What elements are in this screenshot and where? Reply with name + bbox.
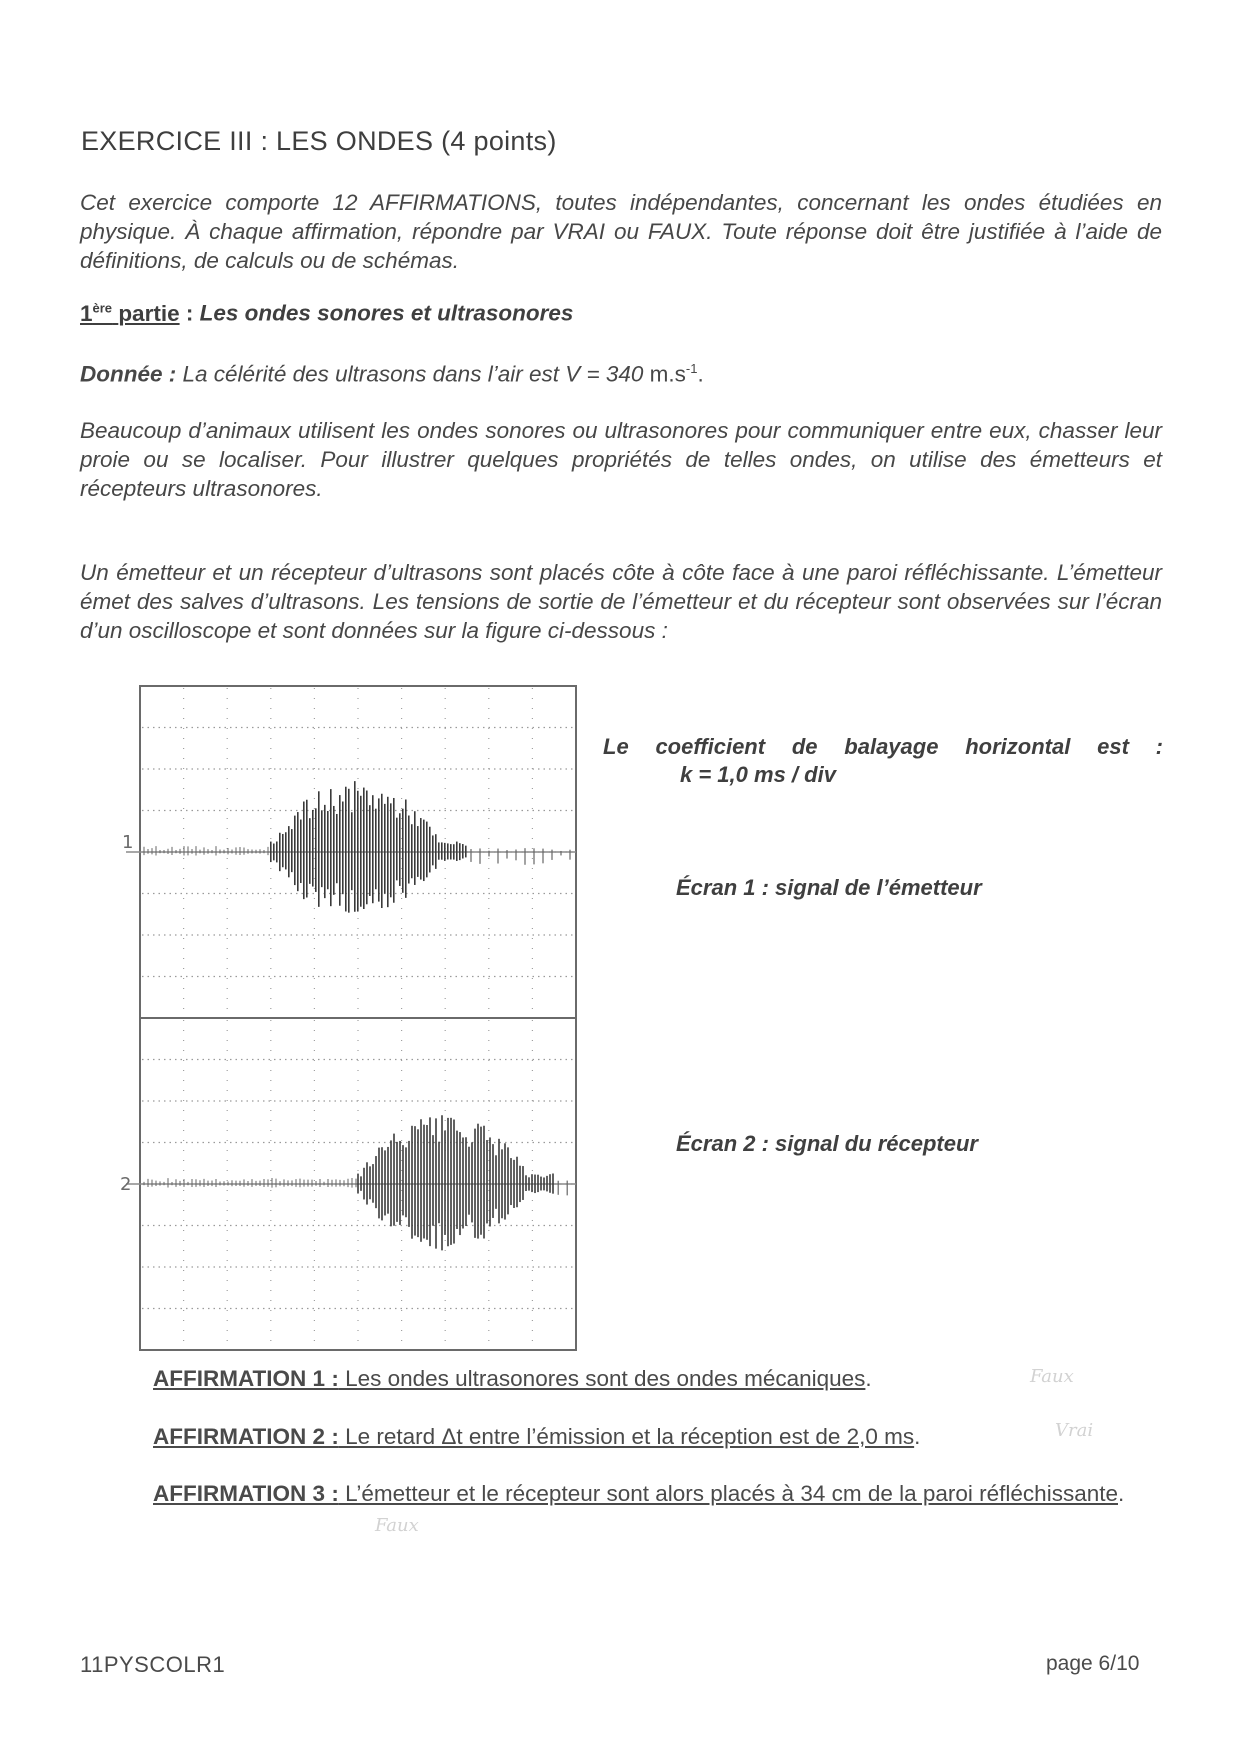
channel-2-label: 2 (120, 1174, 132, 1195)
donnee-exponent: -1 (685, 361, 698, 376)
footer-code: 11PYSCOLR1 (80, 1652, 226, 1677)
annotation-2: Vrai (1055, 1420, 1094, 1441)
affirmation-1-text: Les ondes ultrasonores sont des ondes mécaniques (338, 1366, 866, 1391)
annotation-1: Faux (1030, 1366, 1074, 1387)
screen-2 (120, 1018, 576, 1350)
affirmation-3 (153, 1480, 1161, 1508)
screen-2-caption: Écran 2 : signal du récepteur (676, 1131, 978, 1156)
exercise-title: EXERCICE III : LES ONDES (4 points) (81, 126, 557, 156)
sweep-coefficient-label: Le coefficient de balayage horizontal est : (603, 734, 1163, 759)
annotation-3: Faux (375, 1515, 419, 1536)
part-number-suffix: ère (92, 300, 113, 315)
donnee-label: Donnée : (80, 361, 177, 387)
donnee-unit: m.s (649, 361, 686, 387)
exercise-intro: Cet exercice comporte 12 AFFIRMATIONS, toutes indépendantes, concernant les ondes étudiées en physique. À chaque affirmation, répondre par VRAI ou FAUX. Toute réponse doit être justifiée à l’aide de définitions, de calculs ou de schémas. (80, 190, 1162, 273)
footer-page: page 6/10 (1046, 1652, 1140, 1675)
affirmation-1-end: . (865, 1366, 872, 1391)
screen-1 (122, 686, 576, 1018)
paragraph-setup: Un émetteur et un récepteur d’ultrasons sont placés côte à côte face à une paroi réfléchissante. L’émetteur émet des salves d’ultrasons. Les tensions de sortie de l’émetteur et du récepteur sont observées sur l’écran d’un oscilloscope et sont données sur la figure ci-dessous : (80, 560, 1162, 643)
affirmation-2 (153, 1424, 920, 1450)
sweep-coefficient-value: k = 1,0 ms / div (680, 762, 836, 787)
oscilloscope-figure (118, 678, 588, 1358)
part-title: Les ondes sonores et ultrasonores (199, 300, 574, 326)
affirmation-3-end: . (1118, 1481, 1125, 1506)
part-heading (80, 300, 573, 327)
screen-1-caption: Écran 1 : signal de l’émetteur (676, 875, 982, 900)
affirmation-3-text: L’émetteur et le récepteur sont alors placés à 34 cm de la paroi réfléchissante (338, 1481, 1118, 1506)
donnee-line (80, 361, 704, 388)
donnee-end: . (697, 361, 704, 387)
part-word: partie (118, 300, 180, 326)
channel-1-label: 1 (122, 832, 134, 853)
affirmation-3-label: AFFIRMATION 3 : (153, 1481, 339, 1506)
paragraph-animals: Beaucoup d’animaux utilisent les ondes sonores ou ultrasonores pour communiquer entre eux, chasser leur proie ou se localiser. Pour illustrer quelques propriétés de telles ondes, on utilise des émetteurs et récepteurs ultrasonores. (80, 418, 1162, 501)
affirmation-2-label: AFFIRMATION 2 : (153, 1424, 339, 1449)
part-number: 1 (80, 300, 93, 326)
affirmation-2-text: Le retard Δt entre l’émission et la réception est de 2,0 ms (338, 1424, 915, 1449)
donnee-text: La célérité des ultrasons dans l’air est V = 340 (176, 361, 650, 387)
affirmation-1 (153, 1366, 872, 1392)
part-separator: : (179, 300, 200, 326)
affirmation-2-end: . (914, 1424, 921, 1449)
affirmation-1-label: AFFIRMATION 1 : (153, 1366, 339, 1391)
